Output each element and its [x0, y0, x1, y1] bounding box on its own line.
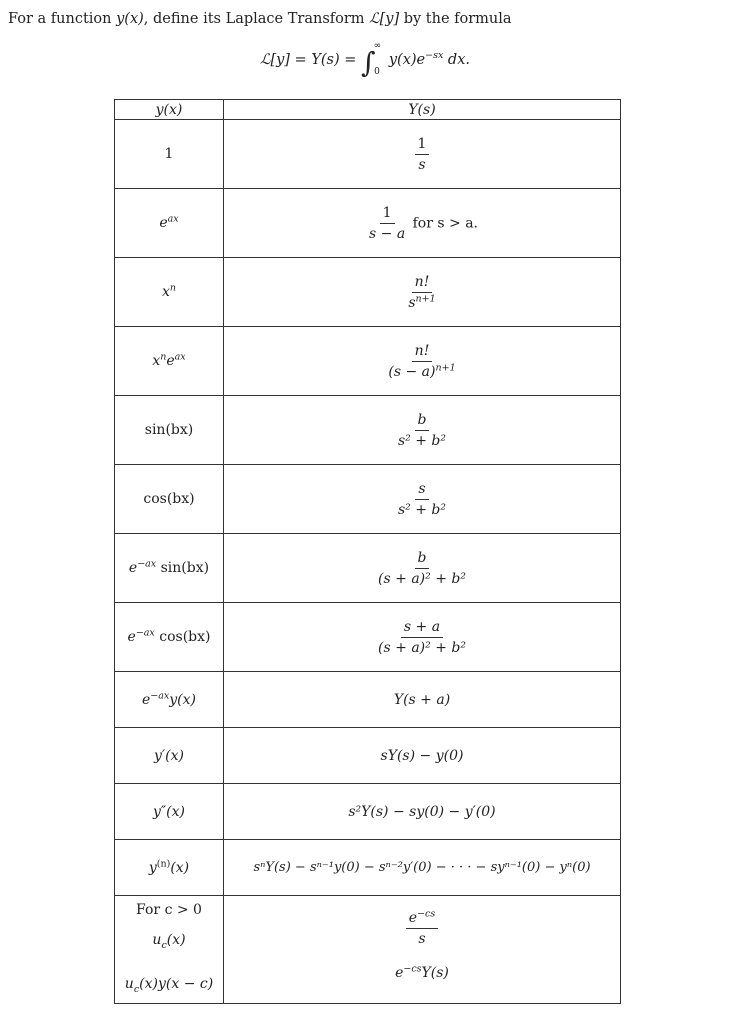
- cell-Y: [224, 327, 621, 396]
- integral-sign: ∫: [361, 46, 376, 79]
- cell-Y: [224, 896, 621, 1004]
- table-row: [115, 396, 621, 465]
- formula-lhs: ℒ[y] = Y(s) =: [260, 52, 362, 68]
- cell-Y: [224, 465, 621, 534]
- cell-Y: Y(s + a): [224, 672, 621, 728]
- table-row: [115, 840, 621, 896]
- header-y: y(x): [115, 100, 224, 120]
- fraction: $\frac{e^{-cs}}{s}$: [406, 910, 438, 947]
- cell-y: $e^{-ax}y(x)$: [115, 672, 224, 728]
- table-header-row: [115, 100, 621, 120]
- cell-Y: [224, 534, 621, 603]
- cell-Y: sⁿY(s) − sⁿ⁻¹y(0) − sⁿ⁻²y′(0) − · · · − syⁿ⁻¹(0) − yⁿ(0): [224, 840, 621, 896]
- table-row: [115, 534, 621, 603]
- integral-lower-limit: 0: [374, 67, 380, 77]
- step-shift-transform: $e^{-cs}Y(s)$: [395, 963, 449, 981]
- cell-y: 1: [115, 120, 224, 189]
- cell-Y: sY(s) − y(0): [224, 728, 621, 784]
- intro-before: For a function: [8, 11, 117, 27]
- intro-sentence: [8, 11, 512, 27]
- cell-Y: [224, 396, 621, 465]
- table-row: [115, 672, 621, 728]
- cell-Y: [224, 258, 621, 327]
- cell-y: $e^{-ax}$ cos(bx): [115, 603, 224, 672]
- cell-y: [115, 896, 224, 1004]
- intro-middle: , define its Laplace Transform: [143, 11, 370, 27]
- cell-y: $x^ne^{ax}$: [115, 327, 224, 396]
- integral-upper-limit: ∞: [373, 41, 382, 51]
- header-Y: Y(s): [224, 100, 621, 120]
- intro-operator: ℒ[y]: [369, 11, 400, 27]
- laplace-table: [114, 99, 621, 1004]
- table-row: [115, 603, 621, 672]
- table-row: [115, 728, 621, 784]
- cell-y: sin(bx): [115, 396, 224, 465]
- fraction: $\frac{b}{\text{(s + a)² + b²}}$: [378, 549, 466, 587]
- cell-Y: [224, 120, 621, 189]
- table-row: [115, 258, 621, 327]
- table-row-step-function: [115, 896, 621, 1004]
- step-shift: $u_c(x)y(x - c)$: [124, 976, 214, 995]
- cell-y: $y^{(n)}(x)$: [115, 840, 224, 896]
- table-row: [115, 784, 621, 840]
- intro-after: by the formula: [399, 11, 512, 27]
- fraction: $\frac{1}{s - a}$: [369, 204, 406, 242]
- intro-func: y(x): [116, 11, 144, 27]
- cell-y: cos(bx): [115, 465, 224, 534]
- condition-note: for s > a.: [408, 215, 478, 231]
- cell-y: y′(x): [115, 728, 224, 784]
- fraction: $\frac{n!}{(s - a)^{n+1}}$: [388, 342, 456, 380]
- step-condition: For c > 0: [136, 902, 202, 918]
- table-row: [115, 189, 621, 258]
- cell-Y: s²Y(s) − sy(0) − y′(0): [224, 784, 621, 840]
- cell-y: y″(x): [115, 784, 224, 840]
- fraction: $\frac{s}{\text{s² + b²}}$: [397, 480, 446, 518]
- laplace-formula: [0, 41, 730, 79]
- formula-integrand: y(x)e: [388, 52, 426, 68]
- fraction: $\frac{b}{\text{s² + b²}}$: [397, 411, 446, 449]
- cell-y: $e^{ax}$: [115, 189, 224, 258]
- fraction: $\frac{s + a}{\text{(s + a)² + b²}}$: [378, 618, 466, 656]
- cell-Y: [224, 603, 621, 672]
- cell-y: $e^{-ax}$ sin(bx): [115, 534, 224, 603]
- table-row: [115, 120, 621, 189]
- cell-y: $x^n$: [115, 258, 224, 327]
- cell-Y: [224, 189, 621, 258]
- fraction: $\frac{n!}{s^{n+1}}$: [408, 273, 436, 311]
- fraction: $\frac{1}{s}$: [415, 136, 430, 173]
- table-row: [115, 465, 621, 534]
- formula-differential: dx.: [447, 52, 470, 68]
- table-row: [115, 327, 621, 396]
- step-u: $u_c(x)$: [152, 932, 186, 951]
- formula-exponent: −sx: [425, 50, 444, 62]
